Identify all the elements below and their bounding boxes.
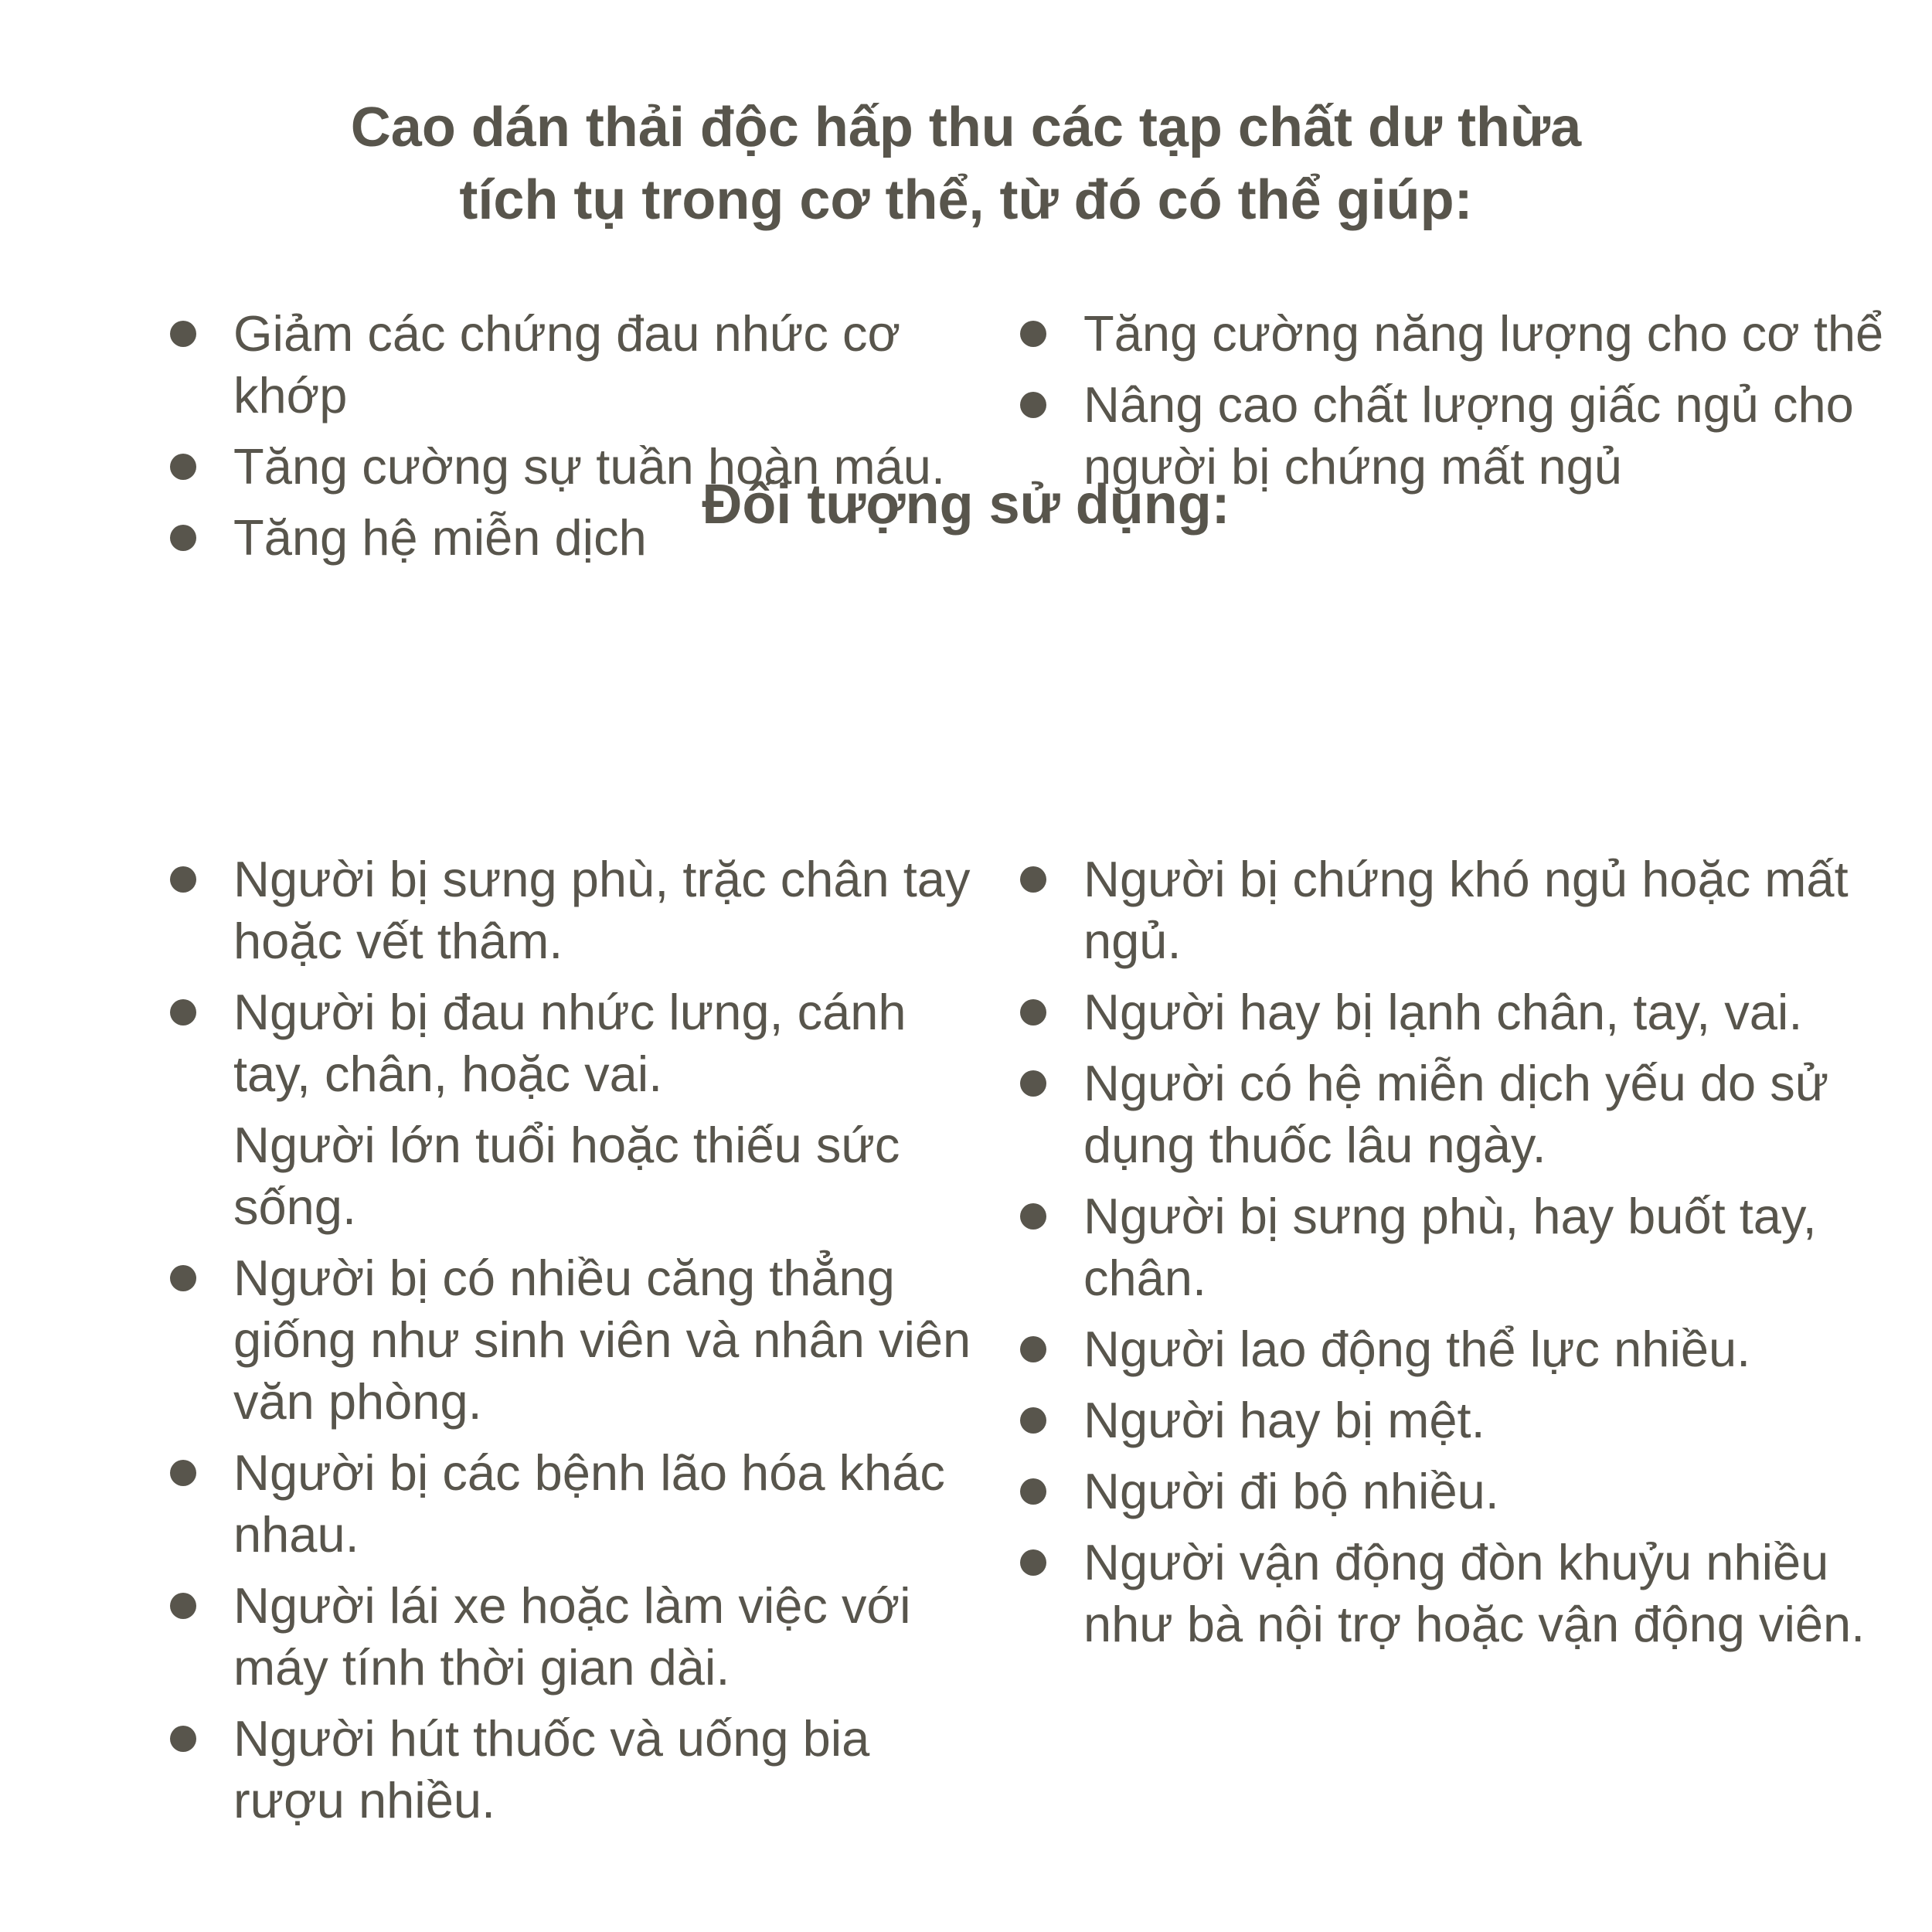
bullet-icon bbox=[1020, 1070, 1046, 1097]
users-heading: Đối tượng sử dụng: bbox=[702, 474, 1230, 536]
list-item bbox=[1020, 303, 1886, 365]
list-item-text: Người có hệ miễn dịch yếu do sử dụng thuốc lâu ngày. bbox=[1083, 1055, 1829, 1173]
list-item-text: Người bị chứng khó ngủ hoặc mất ngủ. bbox=[1083, 851, 1849, 969]
users-list-left bbox=[170, 849, 974, 1841]
list-item bbox=[1020, 981, 1886, 1043]
list-item bbox=[1020, 1053, 1886, 1176]
list-item-text: Người bị các bệnh lão hóa khác nhau. bbox=[233, 1444, 945, 1563]
benefits-heading bbox=[0, 91, 1932, 236]
bullet-icon bbox=[170, 866, 196, 893]
list-item-text: Người hút thuốc và uống bia rượu nhiều. bbox=[233, 1710, 870, 1828]
list-item bbox=[1020, 1461, 1886, 1522]
bullet-icon bbox=[1020, 321, 1046, 347]
list-item-text: Nâng cao chất lượng giấc ngủ cho người bị chứng mất ngủ bbox=[1083, 376, 1854, 495]
bullet-icon bbox=[170, 321, 196, 347]
list-item-text: Người bị sưng phù, trặc chân tay hoặc vết thâm. bbox=[233, 851, 971, 969]
bullet-icon bbox=[1020, 1336, 1046, 1362]
list-item-text: Giảm các chứng đau nhức cơ khớp bbox=[233, 305, 901, 423]
list-item bbox=[170, 1114, 974, 1238]
list-item-text: Người hay bị lạnh chân, tay, vai. bbox=[1083, 984, 1803, 1040]
bullet-icon bbox=[170, 999, 196, 1026]
list-item bbox=[170, 1708, 974, 1832]
bullet-icon bbox=[1020, 1549, 1046, 1576]
list-item bbox=[1020, 849, 1886, 972]
list-item bbox=[1020, 1389, 1886, 1451]
list-item bbox=[170, 303, 974, 427]
bullet-icon bbox=[170, 1460, 196, 1486]
list-item bbox=[1020, 1318, 1886, 1380]
users-list-right bbox=[1020, 849, 1886, 1665]
list-item-text: Người lái xe hoặc làm việc với máy tính thời gian dài. bbox=[233, 1577, 911, 1696]
bullet-icon bbox=[1020, 392, 1046, 418]
bullet-icon bbox=[170, 1593, 196, 1619]
list-item-text: Người lao động thể lực nhiều. bbox=[1083, 1321, 1751, 1377]
list-item bbox=[1020, 1532, 1886, 1655]
list-item-text: Người bị có nhiều căng thẳng giống như sinh viên và nhân viên văn phòng. bbox=[233, 1250, 971, 1430]
bullet-icon bbox=[170, 1726, 196, 1752]
list-item bbox=[170, 1575, 974, 1699]
list-item-text: Tăng cường sự tuần hoàn máu. bbox=[233, 438, 946, 495]
benefits-heading-line-1: Cao dán thải độc hấp thu các tạp chất dư thừa bbox=[350, 97, 1582, 158]
bullet-icon bbox=[1020, 1407, 1046, 1434]
list-item bbox=[170, 849, 974, 972]
bullet-icon bbox=[1020, 999, 1046, 1026]
list-item-text: Tăng hệ miễn dịch bbox=[233, 509, 647, 566]
list-item bbox=[170, 981, 974, 1105]
list-item-text: Tăng cường năng lượng cho cơ thể bbox=[1083, 305, 1884, 362]
bullet-icon bbox=[1020, 1478, 1046, 1505]
list-item-text: Người đi bộ nhiều. bbox=[1083, 1463, 1499, 1519]
list-item-text: Người lớn tuổi hoặc thiếu sức sống. bbox=[233, 1117, 900, 1235]
benefits-heading-line-2: tích tụ trong cơ thể, từ đó có thể giúp: bbox=[459, 169, 1473, 231]
bullet-icon bbox=[1020, 1203, 1046, 1230]
bullet-icon bbox=[170, 1265, 196, 1291]
list-item-text: Người vận động đòn khuỷu nhiều như bà nội trợ hoặc vận động viên. bbox=[1083, 1534, 1866, 1652]
bullet-icon bbox=[1020, 866, 1046, 893]
list-item-text: Người bị sưng phù, hay buốt tay, chân. bbox=[1083, 1188, 1817, 1306]
list-item-text: Người bị đau nhức lưng, cánh tay, chân, hoặc vai. bbox=[233, 984, 906, 1102]
list-item bbox=[170, 1247, 974, 1433]
list-item-text: Người hay bị mệt. bbox=[1083, 1392, 1485, 1448]
list-item bbox=[1020, 1185, 1886, 1309]
list-item bbox=[170, 1442, 974, 1566]
